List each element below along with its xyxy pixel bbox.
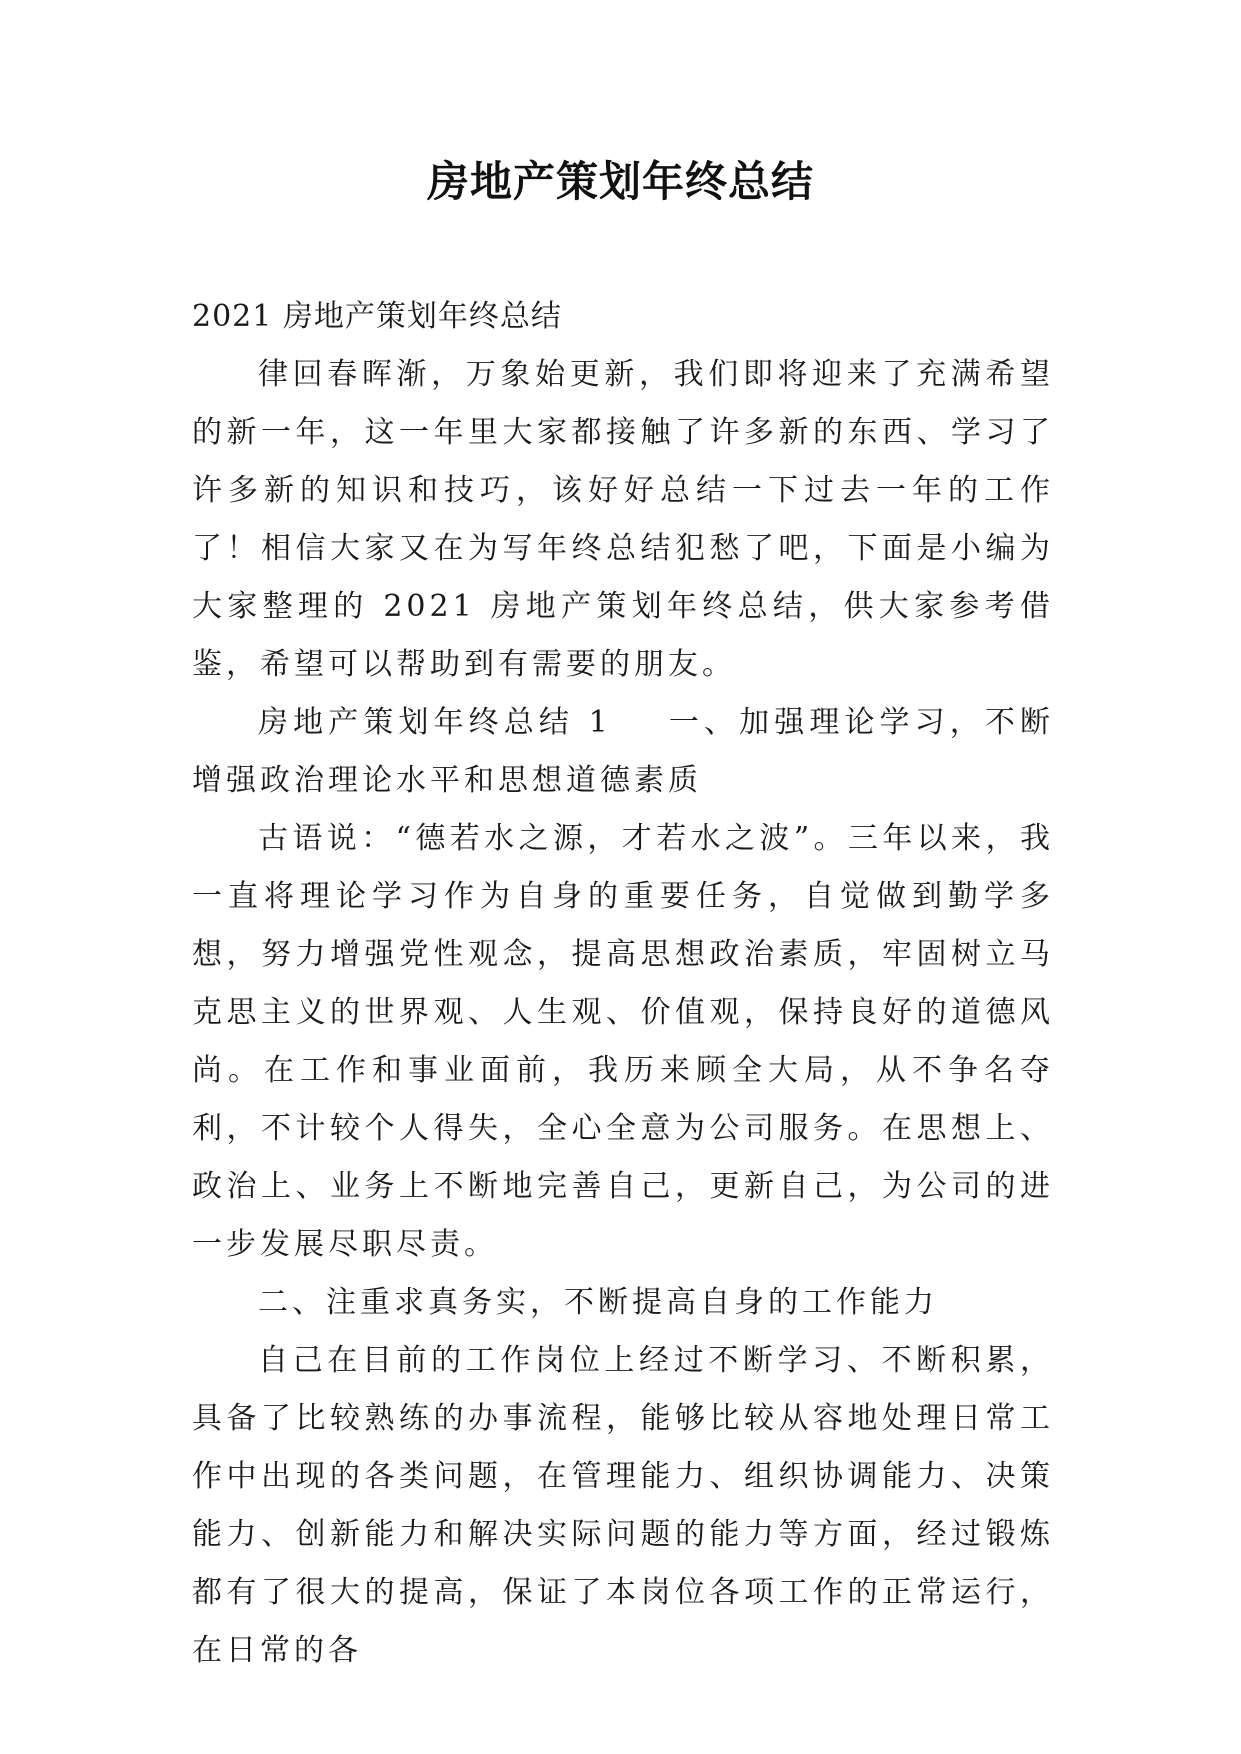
section-1-label: 房地产策划年终总结 1 [258, 705, 612, 740]
section-1-heading: 一、加强理论学习，不断增强政治理论水平和思想道德素质 [192, 705, 1055, 798]
document-title: 房地产策划年终总结 [426, 157, 814, 206]
intro-paragraph: 律回春晖渐，万象始更新，我们即将迎来了充满希望的新一年，这一年里大家都接触了许多新的东西、学习了许多新的知识和技巧，该好好总结一下过去一年的工作了！相信大家又在为写年终总结犯愁了吧，下面是小编为大家整理的 2021 房地产策划年终总结，供大家参考借鉴，希望可以帮助到有需要的朋友。 [192, 357, 1054, 682]
theory-paragraph: 古语说：“德若水之源，才若水之波”。三年以来，我一直将理论学习作为自身的重要任务，自觉做到勤学多想，努力增强党性观念，提高思想政治素质，牢固树立马克思主义的世界观、人生观、价值观，保持良好的道德风尚。在工作和事业面前，我历来顾全大局，从不争名夺利，不计较个人得失，全心全意为公司服务。在思想上、政治上、业务上不断地完善自己，更新自己，为公司的进一步发展尽职尽责。 [192, 821, 1054, 1262]
ability-paragraph: 自己在目前的工作岗位上经过不断学习、不断积累，具备了比较熟练的办事流程，能够比较从容地处理日常工作中出现的各类问题，在管理能力、组织协调能力、决策能力、创新能力和解决实际问题的能力等方面，经过锻炼都有了很大的提高，保证了本岗位各项工作的正常运行，在日常的各 [192, 1343, 1054, 1668]
section-2-heading: 二、注重求真务实，不断提高自身的工作能力 [258, 1285, 938, 1320]
document-subtitle: 2021 房地产策划年终总结 [192, 299, 562, 334]
section-1-paragraph [192, 694, 1054, 810]
document-body [192, 288, 1054, 1680]
